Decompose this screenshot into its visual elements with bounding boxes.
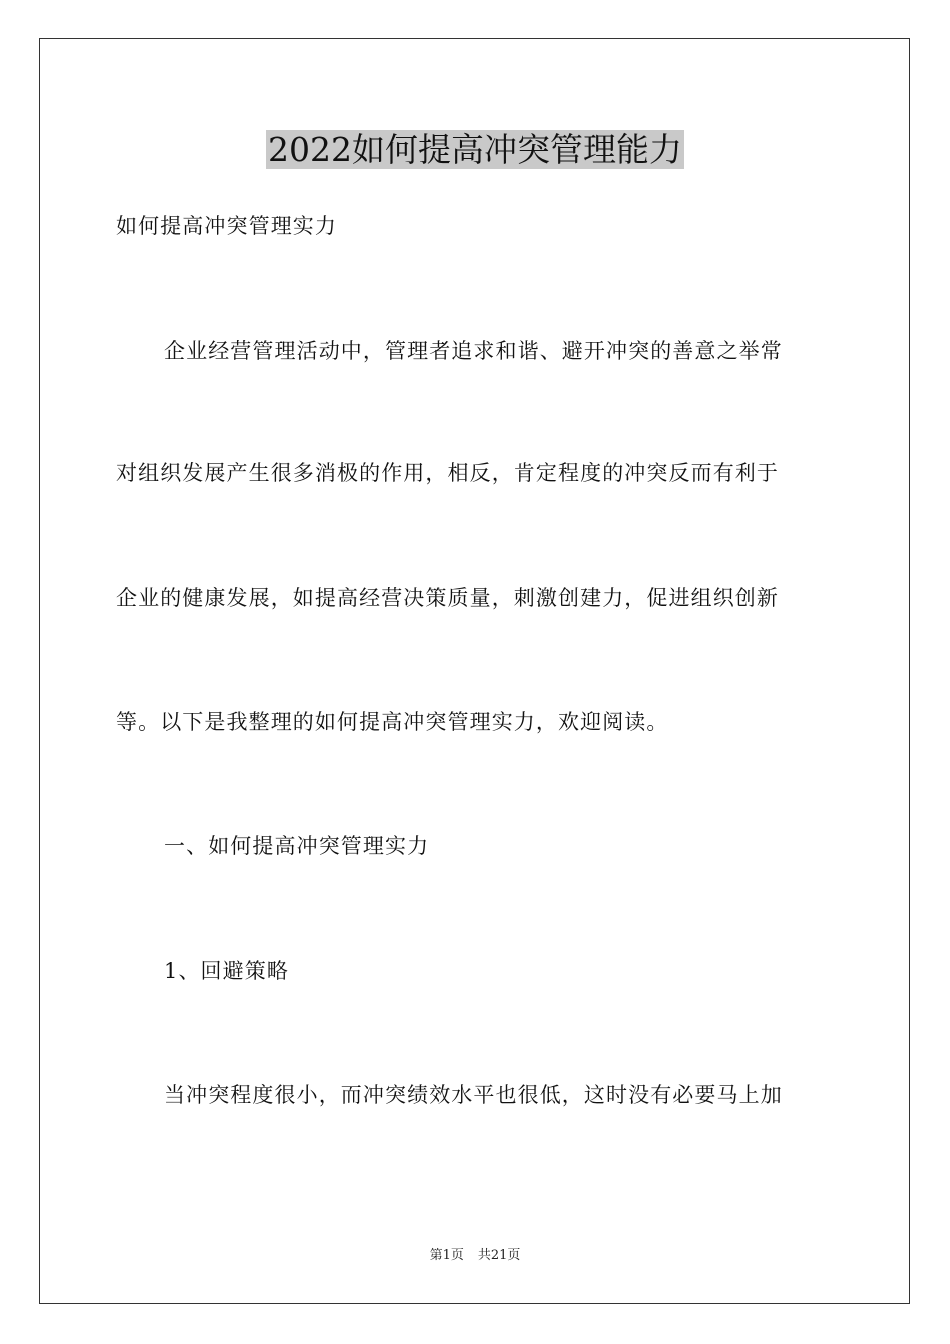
paragraph-line: 当冲突程度很小，而冲突绩效水平也很低，这时没有必要马上加: [164, 1083, 783, 1107]
paragraph-line: 对组织发展产生很多消极的作用，相反，肯定程度的冲突反而有利于: [116, 461, 779, 485]
page-total: 共21页: [477, 1248, 521, 1263]
section-heading: 一、如何提高冲突管理实力: [164, 834, 430, 858]
paragraph-line: 等。以下是我整理的如何提高冲突管理实力，欢迎阅读。: [116, 710, 669, 734]
subsection-heading: 1、回避策略: [164, 959, 289, 983]
page-footer: [0, 1247, 950, 1265]
document-subtitle: 如何提高冲突管理实力: [116, 214, 337, 238]
document-title-text: 2022如何提高冲突管理能力: [268, 130, 682, 169]
paragraph-line: 企业的健康发展，如提高经营决策质量，刺激创建力，促进组织创新: [116, 586, 779, 610]
document-title: [0, 128, 950, 172]
paragraph-line: 企业经营管理活动中，管理者追求和谐、避开冲突的善意之举常: [164, 339, 783, 363]
page-number: 第1页: [429, 1248, 464, 1263]
